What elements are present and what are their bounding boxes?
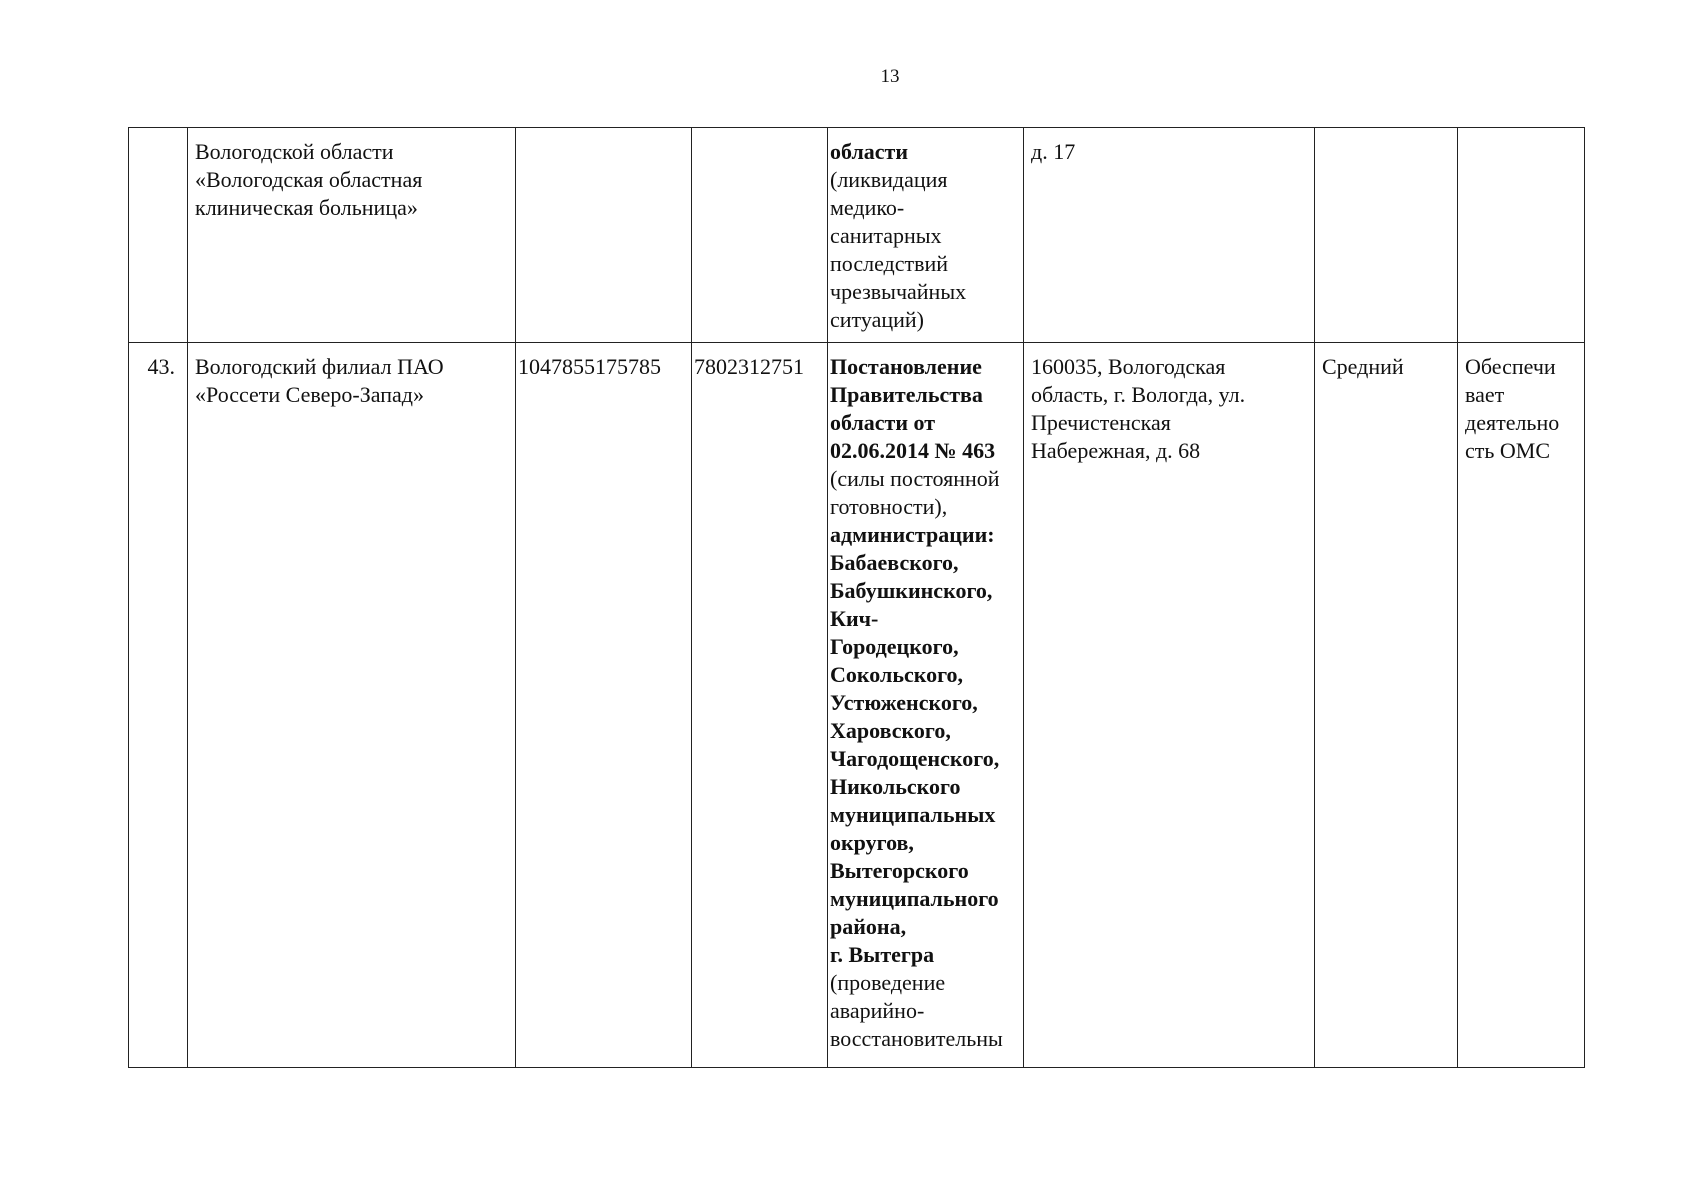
table-row [129, 343, 1585, 1068]
basis-line: муниципальных [830, 802, 996, 827]
basis-line: г. Вытегра [830, 942, 935, 967]
role-line: Обеспечи [1465, 354, 1556, 379]
basis-line: Кич- [830, 606, 879, 631]
address-line: Пречистенская [1031, 410, 1171, 435]
basis-line: Чагодощенского, [830, 746, 1000, 771]
role-cell [1458, 343, 1585, 1068]
role-cell [1458, 128, 1585, 343]
organization-name-cell [188, 343, 516, 1068]
basis-line: (силы постоянной [830, 466, 1000, 491]
organizations-table [128, 127, 1585, 1068]
address-line: Набережная, д. 68 [1031, 438, 1201, 463]
basis-line: администрации: [830, 522, 995, 547]
basis-line: чрезвычайных [830, 279, 967, 304]
basis-line: Постановление [830, 354, 982, 379]
category-cell [1315, 128, 1458, 343]
address-line: 160035, Вологодская [1031, 354, 1226, 379]
basis-line: муниципального [830, 886, 999, 911]
basis-line: Вытегорского [830, 858, 969, 883]
basis-line: округов, [830, 830, 914, 855]
organization-name-line: клиническая больница» [195, 195, 418, 220]
basis-line: (ликвидация [830, 167, 948, 192]
basis-line: готовности), [830, 494, 948, 519]
address-line: д. 17 [1031, 139, 1076, 164]
inn-cell [692, 128, 828, 343]
basis-line: Харовского, [830, 718, 951, 743]
basis-line: Правительства [830, 382, 983, 407]
basis-line: Сокольского, [830, 662, 964, 687]
row-number-cell: 43. [129, 343, 188, 1068]
organization-name-line: Вологодской области [195, 139, 394, 164]
basis-line: Бабаевского, [830, 550, 959, 575]
organization-name-line: Вологодский филиал ПАО [195, 354, 444, 379]
basis-line: Городецкого, [830, 634, 959, 659]
basis-line: района, [830, 914, 907, 939]
ogrn-cell [516, 128, 692, 343]
organization-name-cell [188, 128, 516, 343]
page-number: 13 [880, 66, 900, 87]
organization-name-line: «Россети Северо-Запад» [195, 382, 424, 407]
basis-line: ситуаций) [830, 307, 924, 332]
category-cell: Средний [1315, 343, 1458, 1068]
basis-line: восстановительны [830, 1026, 1003, 1051]
address-cell [1024, 128, 1315, 343]
table-row [129, 128, 1585, 343]
basis-line: 02.06.2014 № 463 [830, 438, 996, 463]
inn-cell: 7802312751 [692, 343, 828, 1068]
basis-line: области от [830, 410, 936, 435]
basis-line: области [830, 139, 909, 164]
role-line: деятельно [1465, 410, 1560, 435]
basis-line: медико- [830, 195, 905, 220]
role-line: вает [1465, 382, 1505, 407]
address-line: область, г. Вологда, ул. [1031, 382, 1246, 407]
basis-line: санитарных [830, 223, 942, 248]
role-line: сть ОМС [1465, 438, 1551, 463]
basis-line: аварийно- [830, 998, 925, 1023]
basis-line: последствий [830, 251, 949, 276]
ogrn-cell: 1047855175785 [516, 343, 692, 1068]
row-number-cell [129, 128, 188, 343]
basis-cell [828, 128, 1024, 343]
basis-line: Никольского [830, 774, 961, 799]
basis-line: Бабушкинского, [830, 578, 993, 603]
basis-line: (проведение [830, 970, 946, 995]
basis-cell [828, 343, 1024, 1068]
address-cell [1024, 343, 1315, 1068]
organization-name-line: «Вологодская областная [195, 167, 423, 192]
basis-line: Устюженского, [830, 690, 978, 715]
